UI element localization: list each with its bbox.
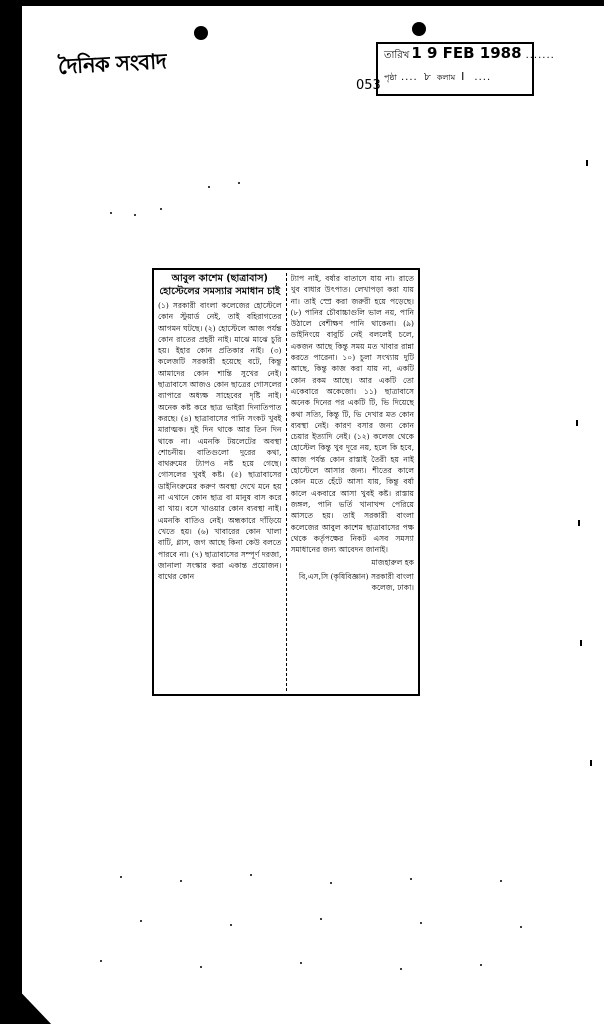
edge-mark xyxy=(590,760,592,766)
speck xyxy=(180,880,182,882)
stamp-page-value: ৮ xyxy=(423,70,431,83)
speck xyxy=(160,208,162,210)
speck xyxy=(140,920,142,922)
stamp-date: 1 9 FEB 1988 xyxy=(411,44,522,62)
file-number: 053 xyxy=(356,78,381,93)
date-stamp: তারিখ 1 9 FEB 1988 ....... পৃষ্ঠা .... ৮ কলাম I .... xyxy=(376,42,534,96)
speck xyxy=(520,926,522,928)
edge-mark xyxy=(578,520,580,526)
speck xyxy=(300,962,302,964)
stamp-page-label: পৃষ্ঠা xyxy=(384,73,397,82)
speck xyxy=(400,968,402,970)
edge-mark xyxy=(580,640,582,646)
speck xyxy=(208,186,210,188)
speck xyxy=(250,874,252,876)
newspaper-masthead: দৈনিক সংবাদ xyxy=(57,49,167,79)
speck xyxy=(500,880,502,882)
punch-hole-left xyxy=(194,26,208,40)
column-divider xyxy=(286,273,287,691)
article-headline: আবুল কাশেম (ছাত্রাবাস) হোস্টেলের সমস্যার সমাধান চাই xyxy=(159,273,281,297)
article-column-1 xyxy=(158,273,282,691)
newspaper-clipping xyxy=(152,268,420,696)
speck xyxy=(238,182,240,184)
article-text-col1: (১) সরকারী বাংলা কলেজের হোস্টেলে কোন স্টুয়ার্ড নেই, তাই বহিরাগতের আগমন ঘটছে। (২) হোস্টেলে আজ পর্যন্ত কোন রাতের প্রহরী নাই। মাঝে মাঝে চুরি হয়। ইহার কোন প্রতিকার নাই। (৩) কলেজটি সরকারী হয়েছে বটে, কিন্তু আমাদের কোন শান্তি সুখের নেই। ছাত্রাবাসে আজও কোন ছাত্রের গোসলের ব্যাপারে অধ্যক্ষ সাহেবের দৃষ্টি নাই। অনেক কষ্ট করে ছাত্র ভাইরা দিনাতিপাত করছে। (৪) ছাত্রাবাসের পানি সংকট খুবই মারাত্মক। দুই দিন থাকে আর তিন দিন থাকে না। এমনকি টয়লেটের অবস্থা শোচনীয়। বাতিগুলো দুরের কথা, বাথরুমের ট্যাপও নষ্ট হয়ে গেছে। গোসলের খুবই কষ্ট। (৫) ছাত্রাবাসের ডাইনিংরুমের করুণ অবস্থা দেখে মনে হয় না এখানে কোন ছাত্র বা মানুষ বাস করে বা খায়। বসে খাওয়ার কোন ব্যবস্থা নাই। এমনকি বাতিও নেই। অন্ধকারে দাঁড়িয়ে খেতে হয়। (৬) খাবারের কোন খালা বাটি, গ্লাস, জগ আছে কিনা কেউ বলতে পারবে না। (৭) ছাত্রাবাসের সম্পূর্ণ দরজা, জানালা সংস্কার করা একান্ত প্রয়োজন। বাথের কোন xyxy=(158,301,282,582)
speck xyxy=(120,876,122,878)
stamp-column-label: কলাম xyxy=(436,73,456,82)
article-column-2 xyxy=(291,273,415,691)
speck xyxy=(330,882,332,884)
speck xyxy=(100,960,102,962)
speck xyxy=(410,878,412,880)
article-text-col2: ট্যাপ নাই, বর্ষার বাতাসে যায় না। রাতে খুব বাধার উৎপাত। লেখাপড়া করা যায় না। তাই স্প্রে করা জরুরী হয়ে পড়েছে। (৮) পানির চৌবাচ্চাগুলি ভাল নয়, পানি উঠালে বেশীক্ষণ পানি থাকেনা। (৯) ডাইনিংয়ে বাবুর্চি নেই বললেই চলে, একজন আছে কিন্তু সময় মত খাবার রান্না করতে পারেনা। ১০) চুলা সংখ্যায় দুটি আছে, কিন্তু কাজ করা যায় না, একটি কোন রকম আছে। আর একটি তো একেবারে অকেজো। ১১) ছাত্রাবাসে অনেক দিনের পর একটি টি, ভি দিয়েছে কথা সত্যি, কিন্তু টি, ভি দেখার মত কোন ব্যবস্থা নেই। কারণ বসার জন্য কোন চেয়ার ইত্যাদি নেই। (১২) কলেজ থেকে হোস্টেল কিন্তু খুব দূরে নয়, হলে কি হবে, আজ পর্যন্ত কোন রাস্তাই তৈরী হয় নাই হোস্টেলে আসার জন্য। শীতের কালে কোন মতে হেঁটে আসা যায়, কিন্তু বর্ষা কালে একবারে আসা খুবই কষ্ট। রাস্তায় জঙ্গল, পানি ভর্তি খানাখন্দ পেরিয়ে আসতে হয়। তাই সরকারী বাংলা কলেজের আবুল কাশেম ছাত্রাবাসের পক্ষ থেকে কর্তৃপক্ষের নিকট এসব সমস্যা সমাধানের জন্য আবেদন জানাই। xyxy=(290,274,414,555)
speck xyxy=(320,918,322,920)
edge-mark xyxy=(586,160,588,166)
speck xyxy=(230,924,232,926)
stamp-dots: ....... xyxy=(525,50,555,61)
edge-mark xyxy=(576,420,578,426)
signature-affiliation: বি,এস,সি (কৃষিবিজ্ঞান) সরকারী বাংলা কলেজ, ঢাকা। xyxy=(298,571,414,593)
punch-hole-right xyxy=(412,22,426,36)
speck xyxy=(134,214,136,216)
speck xyxy=(420,922,422,924)
signature-name: মাজহারুল হক xyxy=(371,558,414,568)
speck xyxy=(480,964,482,966)
stamp-date-label: তারিখ xyxy=(384,50,410,61)
stamp-column-value: I xyxy=(461,70,465,83)
speck xyxy=(110,212,112,214)
speck xyxy=(200,966,202,968)
